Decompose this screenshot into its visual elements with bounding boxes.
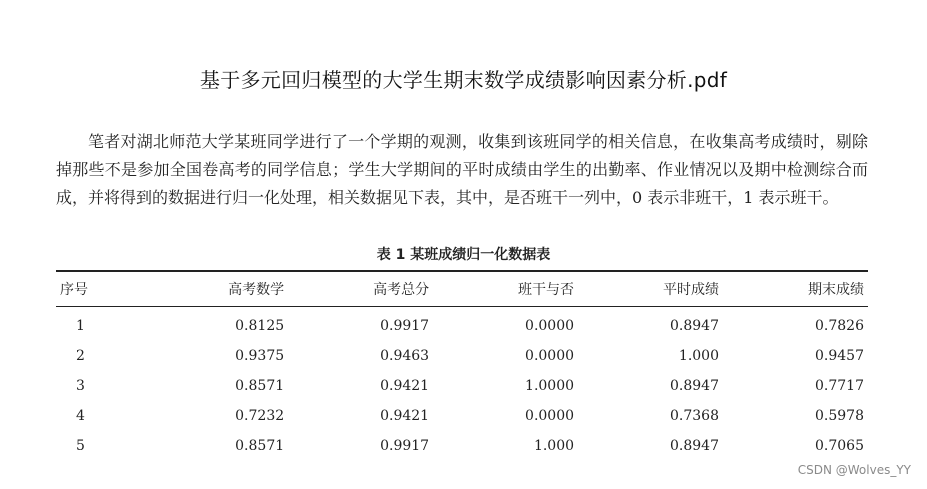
- cell-index: 5: [76, 438, 85, 454]
- cell-index: 2: [76, 348, 85, 364]
- cell-gaokao-total: 0.9421: [380, 408, 430, 424]
- cell-class-cadre: 0.0000: [525, 348, 575, 364]
- cell-gaokao-math: 0.8125: [235, 318, 285, 334]
- body-paragraph: 笔者对湖北师范大学某班同学进行了一个学期的观测，收集到该班同学的相关信息，在收集高考成绩时，剔除掉那些不是参加全国卷高考的同学信息；学生大学期间的平时成绩由学生的出勤率、作业情况以及期中检测综合而成，并将得到的数据进行归一化处理，相关数据见下表，其中，是否班干一列中，0 表示非班干，1 表示班干。: [56, 132, 868, 207]
- cell-usual-score: 0.8947: [670, 438, 719, 454]
- header-gaokao-total: 高考总分: [373, 282, 430, 298]
- cell-class-cadre: 1.0000: [525, 378, 575, 394]
- cell-gaokao-math: 0.8571: [235, 378, 285, 394]
- table-header: [56, 271, 868, 307]
- cell-gaokao-math: 0.8571: [235, 438, 285, 454]
- cell-usual-score: 0.8947: [670, 378, 719, 394]
- watermark-text: CSDN @Wolves_YY: [797, 463, 911, 477]
- cell-class-cadre: 0.0000: [525, 318, 575, 334]
- table-row: [56, 371, 868, 401]
- table-row: [56, 431, 868, 465]
- cell-index: 4: [76, 408, 85, 424]
- cell-final-score: 0.9457: [815, 348, 864, 364]
- cell-index: 1: [76, 318, 85, 334]
- cell-gaokao-total: 0.9917: [380, 318, 430, 334]
- header-gaokao-math: 高考数学: [228, 282, 285, 298]
- cell-final-score: 0.5978: [815, 408, 864, 424]
- header-index: 序号: [60, 282, 88, 298]
- table-caption: 表 1 某班成绩归一化数据表: [376, 247, 551, 263]
- table-row: [56, 307, 868, 342]
- cell-usual-score: 1.000: [678, 348, 719, 364]
- cell-final-score: 0.7065: [815, 438, 864, 454]
- table-header-row: [56, 271, 868, 307]
- table-row: [56, 341, 868, 371]
- cell-gaokao-math: 0.7232: [235, 408, 285, 424]
- cell-usual-score: 0.7368: [670, 408, 719, 424]
- cell-gaokao-total: 0.9421: [380, 378, 430, 394]
- table-body: [56, 307, 868, 466]
- header-usual-score: 平时成绩: [663, 282, 719, 298]
- document-title: 基于多元回归模型的大学生期末数学成绩影响因素分析.pdf: [199, 68, 728, 92]
- cell-class-cadre: 0.0000: [525, 408, 575, 424]
- cell-gaokao-total: 0.9463: [380, 348, 430, 364]
- header-final-score: 期末成绩: [808, 282, 864, 298]
- data-table: [56, 270, 868, 465]
- cell-class-cadre: 1.000: [533, 438, 575, 454]
- cell-usual-score: 0.8947: [670, 318, 719, 334]
- table-row: [56, 401, 868, 431]
- cell-final-score: 0.7826: [815, 318, 864, 334]
- cell-gaokao-math: 0.9375: [235, 348, 285, 364]
- header-class-cadre: 班干与否: [518, 282, 575, 298]
- cell-final-score: 0.7717: [815, 378, 864, 394]
- cell-gaokao-total: 0.9917: [380, 438, 430, 454]
- cell-index: 3: [76, 378, 85, 394]
